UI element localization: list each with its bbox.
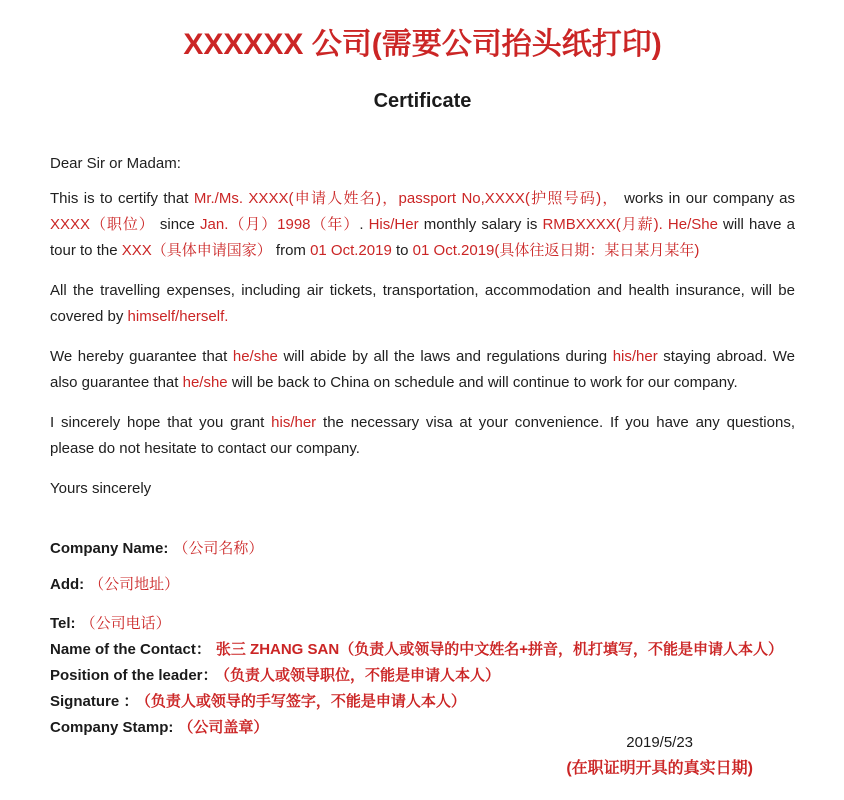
text-segment: since (154, 216, 201, 233)
date-inner (566, 731, 753, 781)
field-row (50, 611, 795, 637)
certificate-heading: Certificate (373, 90, 472, 112)
field-value: （公司名称） (173, 540, 264, 557)
text-segment: his/her (612, 348, 658, 365)
text-segment: Jan.（月）1998（年） (200, 216, 360, 233)
field-value: （公司电话） (80, 615, 171, 632)
field-label: Tel: (50, 615, 76, 632)
field-label: Position of the leader： (50, 667, 218, 684)
field-value: （公司盖章） (178, 719, 269, 736)
text-segment: works in our company as (618, 190, 796, 207)
text-segment: his/her (271, 414, 317, 431)
text-segment: he/she (232, 348, 278, 365)
field-label: Company Stamp: (50, 719, 174, 736)
text-segment: XXX（具体申请国家） (121, 242, 272, 259)
field-value: （负责人或领导的手写签字，不能是申请人本人） (143, 693, 466, 710)
field-row (50, 689, 795, 715)
text-segment: This is to certify that (50, 190, 194, 207)
body-paragraph-expenses (50, 278, 795, 330)
text-segment: himself/herself. (127, 308, 229, 325)
text-segment: . (359, 216, 369, 233)
text-segment: RMBXXXX(月薪). He/She (542, 216, 718, 233)
text-segment: to (391, 242, 413, 259)
text-segment: he/she (182, 374, 228, 391)
issue-date-note: (在职证明开具的真实日期) (566, 760, 753, 777)
text-segment: will be back to China on schedule and will continue to work for our company. (227, 374, 738, 391)
text-segment: His/Her (368, 216, 419, 233)
text-segment: 01 Oct.2019 (310, 242, 392, 259)
text-segment: will abide by all the laws and regulations during (277, 348, 613, 365)
field-label: Company Name: (50, 540, 169, 557)
field-row (50, 536, 795, 562)
issue-date: 2019/5/23 (626, 734, 694, 751)
body-paragraph-certify (50, 186, 795, 264)
text-segment: We hereby guarantee that (50, 348, 233, 365)
field-label: Add: (50, 576, 85, 593)
text-segment: Mr./Ms. XXXX(申请人姓名)，passport No,XXXX(护照号码)， (193, 190, 619, 207)
fields-section (50, 536, 795, 741)
field-row (50, 663, 795, 689)
salutation: Dear Sir or Madam: (50, 155, 181, 172)
text-segment: monthly salary is (418, 216, 543, 233)
text-segment: the necessary visa at your convenience. If you have any questions, please do not hesitate to contact our company. (50, 414, 795, 457)
signoff: Yours sincerely (50, 480, 152, 497)
body-paragraph-request (50, 410, 795, 462)
letterhead-title: XXXXXX 公司(需要公司抬头纸打印) (183, 28, 662, 61)
field-value: （负责人或领导职位，不能是申请人本人） (222, 667, 501, 684)
text-segment: will have a tour to the (50, 216, 795, 259)
field-label: Name of the Contact： (50, 641, 211, 658)
text-segment: XXXX（职位） (50, 216, 155, 233)
field-value: 张三 ZHANG SAN（负责人或领导的中文姓名+拼音，机打填写，不能是申请人本人） (215, 641, 783, 658)
field-value: （公司地址） (89, 576, 180, 593)
field-row (50, 572, 795, 598)
text-segment: 01 Oct.2019(具体往返日期：某日某月某年) (412, 242, 700, 259)
body-paragraph-guarantee (50, 344, 795, 396)
field-label: Signature ： (50, 693, 139, 710)
text-segment: from (271, 242, 311, 259)
text-segment: staying abroad. We also guarantee that (50, 348, 795, 391)
text-segment: I sincerely hope that you grant (50, 414, 272, 431)
text-segment: All the travelling expenses, including air tickets, transportation, accommodation and health insurance, will be covered by (50, 282, 795, 325)
field-row (50, 637, 795, 663)
